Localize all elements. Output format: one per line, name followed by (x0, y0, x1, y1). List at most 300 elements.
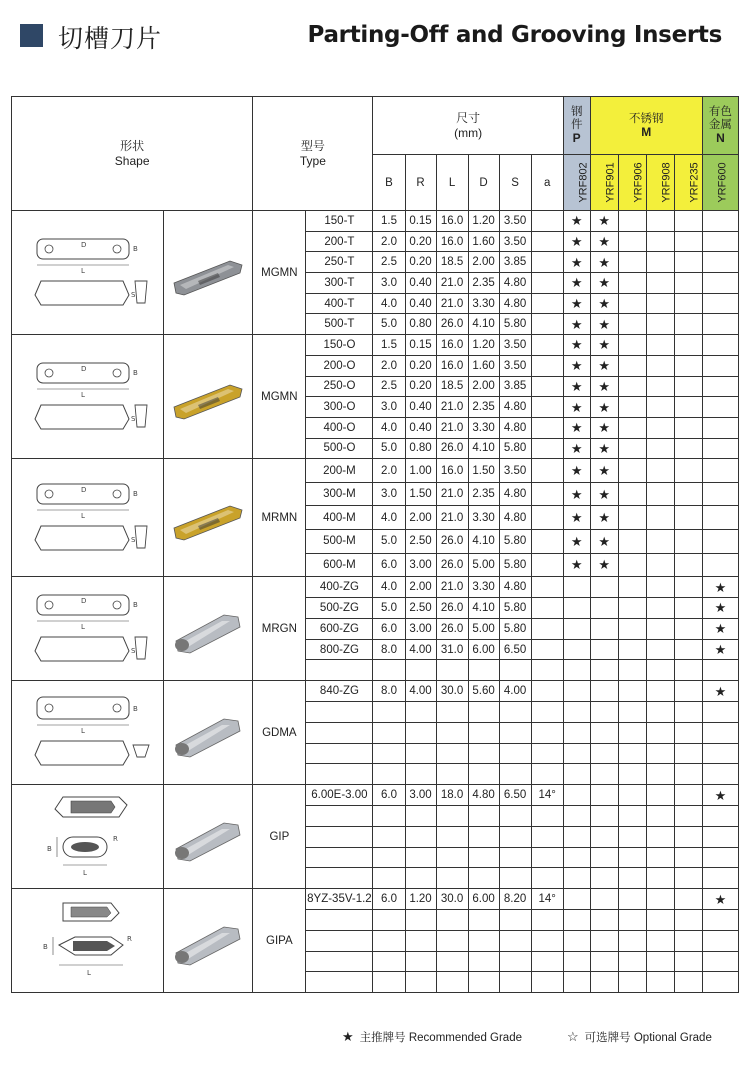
grade-mark-cell (563, 868, 590, 889)
optional-star-icon: ☆ (567, 1029, 579, 1044)
grade-mark-cell: ★ (563, 376, 590, 397)
grade-mark-cell (674, 577, 702, 598)
series-cell: MRGN (253, 577, 306, 681)
insert-photo-cell (164, 459, 253, 577)
grade-mark-cell (646, 889, 674, 910)
dim-cell-b (373, 868, 405, 889)
series-cell: MRMN (253, 459, 306, 577)
grade-mark-cell (590, 826, 618, 847)
dim-cell-r: 0.40 (405, 273, 436, 294)
dim-cell-l: 18.5 (436, 252, 468, 273)
grade-mark-cell (618, 252, 646, 273)
grade-mark-cell (563, 847, 590, 868)
grade-mark-cell: ★ (590, 482, 618, 506)
dim-cell-l: 18.5 (436, 376, 468, 397)
shape-drawing-cell (12, 211, 164, 335)
group-n-header (702, 97, 738, 155)
grade-mark-cell (618, 506, 646, 530)
grade-mark-cell (563, 930, 590, 951)
model-cell (306, 764, 373, 785)
grade-mark-cell (563, 785, 590, 806)
grade-col-yrf908: YRF908 (646, 155, 674, 211)
series-cell: GDMA (253, 681, 306, 785)
dim-cell-l: 26.0 (436, 618, 468, 639)
grade-mark-cell: ★ (563, 252, 590, 273)
grade-mark-cell (618, 273, 646, 294)
dim-cell-a (531, 702, 563, 723)
dim-cell-s (499, 660, 531, 681)
grade-mark-cell (674, 506, 702, 530)
model-cell: 840-ZG (306, 681, 373, 702)
group-p-cn: 钢件 (570, 106, 583, 131)
svg-text:R: R (112, 834, 118, 843)
dim-cell-l: 16.0 (436, 355, 468, 376)
dim-cell-d (468, 909, 499, 930)
technical-drawing-icon (23, 893, 153, 989)
grade-mark-cell (646, 598, 674, 619)
grade-mark-cell (563, 681, 590, 702)
grade-mark-cell (618, 335, 646, 356)
grade-mark-cell (590, 743, 618, 764)
series-cell: GIP (253, 785, 306, 889)
dim-cell-l: 21.0 (436, 273, 468, 294)
dim-cell-s (499, 743, 531, 764)
dim-cell-d: 2.00 (468, 252, 499, 273)
grade-mark-cell (618, 618, 646, 639)
grade-mark-cell (674, 293, 702, 314)
page-title-en: Parting-Off and Grooving Inserts (307, 22, 722, 48)
dim-cell-s: 3.50 (499, 459, 531, 483)
svg-text:S: S (130, 414, 136, 423)
dims-header (373, 97, 563, 155)
dim-cell-b (373, 972, 405, 993)
dim-cell-l (436, 972, 468, 993)
dim-cell-b: 8.0 (373, 681, 405, 702)
grade-mark-cell: ★ (702, 785, 738, 806)
dim-cell-a (531, 847, 563, 868)
grade-mark-cell (618, 972, 646, 993)
dim-cell-s (499, 951, 531, 972)
grade-mark-cell (618, 231, 646, 252)
grade-mark-cell: ★ (590, 506, 618, 530)
dim-col-b: B (373, 155, 405, 211)
dim-cell-d: 2.35 (468, 397, 499, 418)
dim-cell-b: 1.5 (373, 211, 405, 232)
grade-mark-cell (646, 273, 674, 294)
grade-mark-cell (618, 702, 646, 723)
dim-cell-b (373, 951, 405, 972)
svg-text:B: B (132, 600, 138, 609)
dim-cell-r (405, 868, 436, 889)
model-cell (306, 660, 373, 681)
grade-col-yrf901: YRF901 (590, 155, 618, 211)
grade-mark-cell (646, 785, 674, 806)
grade-mark-cell (646, 252, 674, 273)
series-cell: MGMN (253, 335, 306, 459)
grade-mark-cell: ★ (590, 335, 618, 356)
dim-cell-d (468, 951, 499, 972)
insert-photo-cell (164, 335, 253, 459)
grade-mark-cell (674, 355, 702, 376)
grade-mark-cell (674, 951, 702, 972)
shape-drawing-cell (12, 577, 164, 681)
svg-text:L: L (86, 968, 91, 977)
dim-cell-r: 3.00 (405, 618, 436, 639)
grade-mark-cell (674, 785, 702, 806)
grade-mark-cell (563, 764, 590, 785)
dim-cell-b: 6.0 (373, 618, 405, 639)
dim-cell-d: 4.10 (468, 598, 499, 619)
dim-cell-s (499, 826, 531, 847)
grade-mark-cell (646, 376, 674, 397)
dim-cell-l (436, 826, 468, 847)
grade-mark-cell (646, 764, 674, 785)
grade-mark-cell (618, 211, 646, 232)
dim-cell-d: 3.30 (468, 417, 499, 438)
model-cell: 600-M (306, 553, 373, 577)
dim-cell-d: 2.00 (468, 376, 499, 397)
dim-cell-s (499, 702, 531, 723)
dim-cell-r: 0.20 (405, 252, 436, 273)
model-cell: 500-ZG (306, 598, 373, 619)
dim-cell-d: 1.50 (468, 459, 499, 483)
dim-cell-d: 1.60 (468, 231, 499, 252)
shape-drawing-cell (12, 459, 164, 577)
model-cell: 400-ZG (306, 577, 373, 598)
dim-cell-a (531, 293, 563, 314)
series-cell: GIPA (253, 889, 306, 993)
grade-mark-cell (590, 660, 618, 681)
dim-cell-s (499, 847, 531, 868)
dim-cell-r: 0.20 (405, 355, 436, 376)
grade-mark-cell (590, 722, 618, 743)
grade-mark-cell (674, 930, 702, 951)
dim-cell-r: 1.00 (405, 459, 436, 483)
legend-optional-text: 可选牌号 Optional Grade (584, 1032, 712, 1044)
grade-mark-cell (618, 847, 646, 868)
dim-col-l: L (436, 155, 468, 211)
grade-mark-cell: ★ (590, 459, 618, 483)
grade-mark-cell (702, 972, 738, 993)
grade-mark-cell (563, 577, 590, 598)
grade-mark-cell (646, 618, 674, 639)
svg-text:B: B (132, 489, 138, 498)
grade-mark-cell (590, 930, 618, 951)
grade-mark-cell (646, 743, 674, 764)
grade-mark-cell (646, 231, 674, 252)
grade-mark-cell (590, 702, 618, 723)
grade-mark-cell (646, 530, 674, 554)
dim-cell-b: 4.0 (373, 577, 405, 598)
grade-mark-cell (674, 681, 702, 702)
dim-col-s: S (499, 155, 531, 211)
dim-cell-a (531, 577, 563, 598)
model-cell (306, 847, 373, 868)
dim-cell-s: 4.80 (499, 506, 531, 530)
dim-cell-b: 3.0 (373, 273, 405, 294)
dim-cell-b: 6.0 (373, 889, 405, 910)
grade-mark-cell: ★ (590, 231, 618, 252)
grade-mark-cell: ★ (590, 376, 618, 397)
grade-mark-cell (646, 951, 674, 972)
dim-cell-a (531, 397, 563, 418)
grade-mark-cell (674, 639, 702, 660)
dim-cell-l (436, 743, 468, 764)
model-cell (306, 930, 373, 951)
svg-text:S: S (130, 290, 136, 299)
dim-cell-d (468, 826, 499, 847)
dim-cell-l: 26.0 (436, 598, 468, 619)
dim-cell-d: 2.35 (468, 273, 499, 294)
grade-col-yrf235: YRF235 (674, 155, 702, 211)
grade-mark-cell (674, 826, 702, 847)
grade-mark-cell (702, 660, 738, 681)
grade-mark-cell (702, 355, 738, 376)
grade-mark-cell (618, 681, 646, 702)
grade-mark-cell (674, 252, 702, 273)
dim-cell-r (405, 660, 436, 681)
dim-cell-s: 3.50 (499, 211, 531, 232)
grade-mark-cell (563, 889, 590, 910)
grade-mark-cell (674, 722, 702, 743)
dim-cell-l (436, 951, 468, 972)
svg-text:S: S (130, 646, 136, 655)
grade-col-yrf802: YRF802 (563, 155, 590, 211)
svg-text:R: R (126, 934, 132, 943)
model-cell: 300-O (306, 397, 373, 418)
dim-cell-r (405, 764, 436, 785)
grade-mark-cell (646, 972, 674, 993)
grade-mark-cell (674, 598, 702, 619)
dim-cell-r: 3.00 (405, 785, 436, 806)
dim-cell-b (373, 909, 405, 930)
dim-cell-r: 2.50 (405, 530, 436, 554)
grade-mark-cell (618, 376, 646, 397)
dim-cell-a: 14° (531, 785, 563, 806)
dim-cell-d: 4.10 (468, 314, 499, 335)
dim-cell-a (531, 417, 563, 438)
dim-cell-d: 1.20 (468, 335, 499, 356)
grade-mark-cell (702, 553, 738, 577)
grade-mark-cell (646, 702, 674, 723)
dim-cell-s (499, 930, 531, 951)
grade-mark-cell (702, 951, 738, 972)
grade-mark-cell: ★ (590, 417, 618, 438)
model-cell (306, 722, 373, 743)
grade-mark-cell (618, 889, 646, 910)
group-n-cn: 有色金属 (708, 106, 732, 131)
table-row (12, 459, 739, 483)
grade-mark-cell (590, 577, 618, 598)
dim-cell-r (405, 702, 436, 723)
dim-cell-s (499, 868, 531, 889)
grade-mark-cell (590, 951, 618, 972)
dim-cell-r: 1.20 (405, 889, 436, 910)
dim-cell-s (499, 764, 531, 785)
dim-cell-s: 5.80 (499, 314, 531, 335)
dim-cell-b: 2.5 (373, 376, 405, 397)
dim-cell-a (531, 660, 563, 681)
grade-mark-cell (674, 376, 702, 397)
dim-cell-a (531, 764, 563, 785)
dim-cell-a (531, 231, 563, 252)
grade-mark-cell (674, 438, 702, 459)
dim-cell-r (405, 805, 436, 826)
grade-mark-cell: ★ (590, 314, 618, 335)
dim-cell-d: 1.60 (468, 355, 499, 376)
dim-cell-l: 21.0 (436, 397, 468, 418)
dim-cell-a (531, 273, 563, 294)
dim-cell-l: 16.0 (436, 459, 468, 483)
grade-mark-cell (646, 660, 674, 681)
grade-mark-cell (646, 805, 674, 826)
insert-photo-cell (164, 889, 253, 993)
grade-mark-cell (702, 764, 738, 785)
dim-cell-b (373, 930, 405, 951)
dim-cell-b: 4.0 (373, 506, 405, 530)
dim-cell-s: 3.50 (499, 335, 531, 356)
grade-mark-cell (702, 417, 738, 438)
grade-mark-cell (646, 211, 674, 232)
grade-mark-cell (618, 764, 646, 785)
grade-mark-cell: ★ (563, 211, 590, 232)
grade-mark-cell: ★ (563, 314, 590, 335)
grade-mark-cell (702, 376, 738, 397)
shape-drawing-cell (12, 889, 164, 993)
dim-cell-a (531, 930, 563, 951)
recommended-star-icon: ★ (342, 1029, 354, 1044)
grade-mark-cell (674, 231, 702, 252)
dim-cell-a (531, 972, 563, 993)
grade-mark-cell (563, 743, 590, 764)
dim-cell-b: 3.0 (373, 482, 405, 506)
dim-cell-r: 0.40 (405, 293, 436, 314)
dim-cell-b: 2.0 (373, 355, 405, 376)
grade-mark-cell (702, 335, 738, 356)
dim-cell-d (468, 743, 499, 764)
grade-mark-cell (674, 618, 702, 639)
group-m-header (590, 97, 702, 155)
grade-mark-cell (674, 553, 702, 577)
svg-text:D: D (80, 596, 86, 605)
dim-cell-r: 4.00 (405, 639, 436, 660)
dims-header-cn: 尺寸 (456, 110, 481, 125)
table-row (12, 889, 739, 910)
grade-mark-cell: ★ (563, 335, 590, 356)
grade-mark-cell: ★ (563, 397, 590, 418)
svg-text:D: D (80, 485, 86, 494)
dim-cell-l: 21.0 (436, 482, 468, 506)
grade-mark-cell (646, 438, 674, 459)
insert-photo-cell (164, 577, 253, 681)
dim-cell-r: 2.00 (405, 506, 436, 530)
grade-mark-cell (563, 639, 590, 660)
dim-cell-b: 5.0 (373, 438, 405, 459)
model-cell: 500-M (306, 530, 373, 554)
dim-cell-s: 8.20 (499, 889, 531, 910)
svg-text:B: B (46, 844, 52, 853)
grade-mark-cell (590, 805, 618, 826)
dim-cell-b: 3.0 (373, 397, 405, 418)
grade-mark-cell (646, 397, 674, 418)
grade-mark-cell (702, 459, 738, 483)
dim-cell-r: 0.40 (405, 397, 436, 418)
dim-cell-s (499, 972, 531, 993)
shape-drawing-cell (12, 335, 164, 459)
dim-cell-a (531, 598, 563, 619)
dim-cell-d: 6.00 (468, 889, 499, 910)
dim-cell-r (405, 847, 436, 868)
grade-mark-cell (618, 417, 646, 438)
grade-col-yrf906: YRF906 (618, 155, 646, 211)
dim-cell-a (531, 530, 563, 554)
grade-mark-cell (563, 660, 590, 681)
grade-mark-cell (590, 889, 618, 910)
grade-mark-cell (674, 868, 702, 889)
grade-mark-cell (563, 826, 590, 847)
grade-mark-cell (563, 618, 590, 639)
grade-mark-cell: ★ (590, 252, 618, 273)
grade-mark-cell (674, 211, 702, 232)
type-header-en: Type (299, 153, 326, 168)
dim-cell-r (405, 909, 436, 930)
grade-mark-cell: ★ (563, 438, 590, 459)
model-cell (306, 972, 373, 993)
dim-cell-r: 2.50 (405, 598, 436, 619)
grade-mark-cell (590, 681, 618, 702)
dim-cell-d: 2.35 (468, 482, 499, 506)
dim-cell-b: 5.0 (373, 598, 405, 619)
shape-drawing-cell (12, 681, 164, 785)
dim-cell-l: 21.0 (436, 293, 468, 314)
insert-photo-icon (168, 243, 248, 303)
model-cell: 150-T (306, 211, 373, 232)
grade-mark-cell (646, 482, 674, 506)
grade-mark-cell (618, 530, 646, 554)
type-header-cn: 型号 (300, 138, 325, 153)
dim-cell-s (499, 805, 531, 826)
insert-photo-icon (168, 911, 248, 971)
grade-mark-cell (702, 805, 738, 826)
dim-cell-l: 21.0 (436, 506, 468, 530)
dim-cell-a (531, 553, 563, 577)
grade-mark-cell (702, 722, 738, 743)
dim-cell-l (436, 805, 468, 826)
svg-text:S: S (130, 535, 136, 544)
grade-mark-cell: ★ (563, 553, 590, 577)
grade-mark-cell (618, 577, 646, 598)
dim-cell-d (468, 702, 499, 723)
dim-cell-s: 5.80 (499, 438, 531, 459)
grade-mark-cell (618, 909, 646, 930)
dim-cell-s: 4.80 (499, 293, 531, 314)
grade-mark-cell (646, 930, 674, 951)
grade-mark-cell (702, 847, 738, 868)
dim-cell-l: 31.0 (436, 639, 468, 660)
dim-cell-l (436, 930, 468, 951)
grade-mark-cell: ★ (590, 273, 618, 294)
grade-mark-cell (702, 314, 738, 335)
dim-cell-l (436, 909, 468, 930)
grade-mark-cell (646, 681, 674, 702)
grade-mark-cell (702, 273, 738, 294)
dim-cell-a (531, 314, 563, 335)
grade-mark-cell (702, 506, 738, 530)
grade-mark-cell (646, 909, 674, 930)
grade-mark-cell (590, 764, 618, 785)
model-cell: 300-T (306, 273, 373, 294)
grade-mark-cell: ★ (702, 639, 738, 660)
